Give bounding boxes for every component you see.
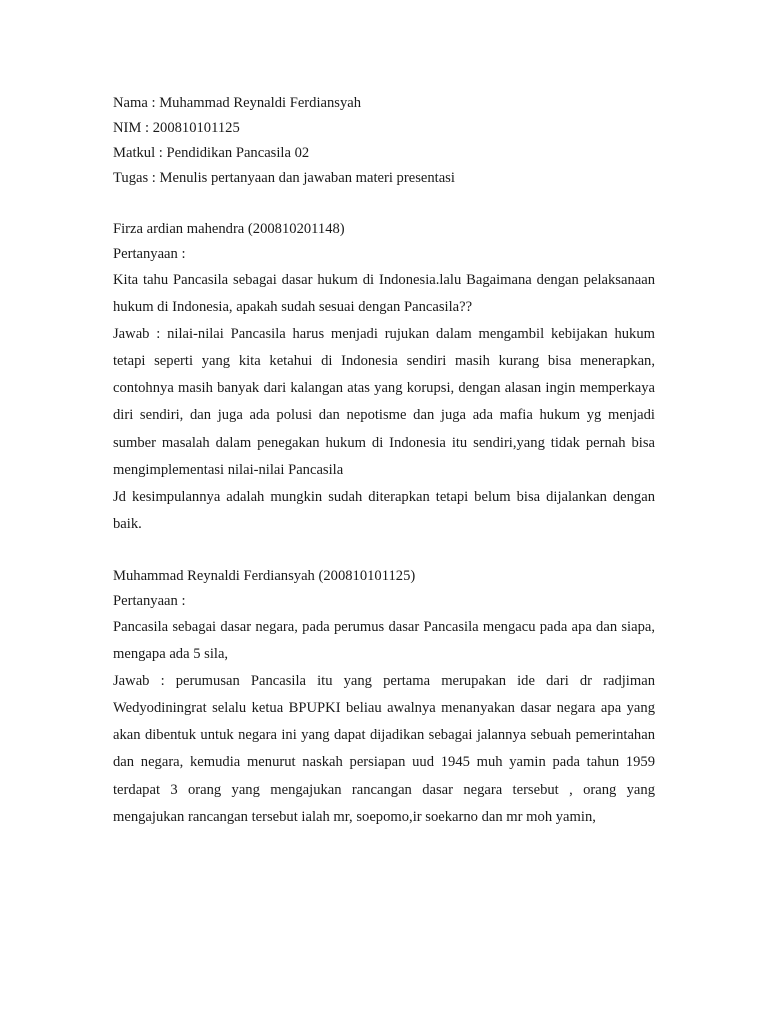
student-name: Nama : Muhammad Reynaldi Ferdiansyah: [113, 95, 362, 111]
section-1-conclusion: Jd kesimpulannya adalah mungkin sudah diterapkan tetapi belum bisa dijalankan dengan baik.: [113, 488, 655, 532]
section-1-question-label: Pertanyaan :: [113, 246, 186, 262]
assignment-description: Tugas : Menulis pertanyaan dan jawaban materi presentasi: [113, 170, 455, 186]
section-2-asker: Muhammad Reynaldi Ferdiansyah (200810101125): [113, 567, 416, 584]
spacer: [113, 191, 655, 217]
spacer: [113, 538, 655, 564]
section-2-answer: Jawab : perumusan Pancasila itu yang pertama merupakan ide dari dr radjiman Wedyodiningrat selalu ketua BPUPKI beliau awalnya menanyakan dasar negara apa yang akan dibentuk untuk negara ini yang dapat dijadikan sebagai jalannya sebuah pemerintahan dan negara, kemudia menurut naskah persiapan uud 1945 muh yamin pada tahun 1959 terdapat 3 orang yang mengajukan rancangan dasar negara tersebut , orang yang mengajukan rancangan tersebut ialah mr, soepomo,ir soekarno dan mr moh yamin,: [113, 673, 655, 825]
document-page: [113, 91, 655, 831]
section-1-question: Kita tahu Pancasila sebagai dasar hukum di Indonesia.lalu Bagaimana dengan pelaksanaan hukum di Indonesia, apakah sudah sesuai dengan Pancasila??: [113, 272, 655, 316]
section-2-question: Pancasila sebagai dasar negara, pada perumus dasar Pancasila mengacu pada apa dan siapa, mengapa ada 5 sila,: [113, 618, 655, 663]
section-1-asker: Firza ardian mahendra (200810201148): [113, 221, 345, 237]
student-nim: NIM : 200810101125: [113, 120, 240, 136]
section-2-question-label: Pertanyaan :: [113, 592, 186, 609]
course-name: Matkul : Pendidikan Pancasila 02: [113, 145, 310, 161]
section-1-answer: Jawab : nilai-nilai Pancasila harus menjadi rujukan dalam mengambil kebijakan hukum tetapi seperti yang kita ketahui di Indonesia sendiri masih kurang bisa menerapkan, contohnya masih banyak dari kalangan atas yang korupsi, dengan alasan ingin memperkaya diri sendiri, dan juga ada polusi dan nepotisme dan juga ada mafia hukum yg menjadi sumber masalah dalam penegakan hukum di Indonesia itu sendiri,yang tidak pernah bisa mengimplementasi nilai-nilai Pancasila: [113, 326, 655, 478]
